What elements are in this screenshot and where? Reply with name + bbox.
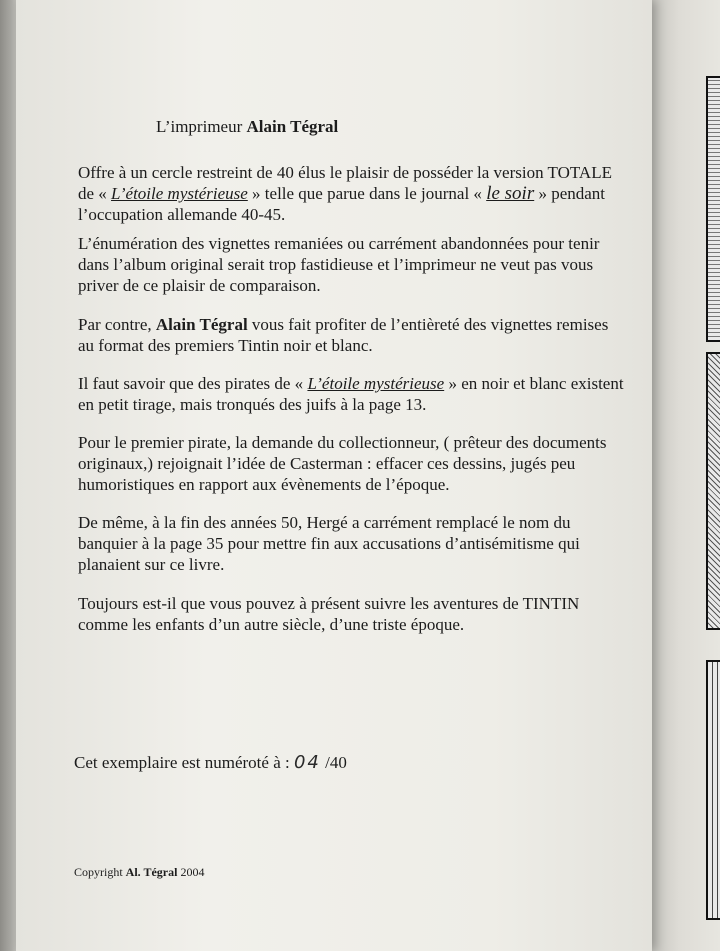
p2-line1: L’énumération des vignettes remaniées ou carrément abandonnées pour tenir: [78, 234, 600, 253]
p5-line1: Pour le premier pirate, la demande du collectionneur, ( prêteur des documents: [78, 433, 607, 452]
p4-line2: en petit tirage, mais tronqués des juifs à la page 13.: [78, 395, 427, 414]
p1-l2-c: » pendant: [534, 184, 606, 203]
printer-name: Alain Tégral: [246, 117, 339, 136]
p3-line1: [78, 315, 608, 335]
copyright-year: 2004: [177, 865, 205, 879]
p7-line2: comme les enfants d’un autre siècle, d’une triste époque.: [78, 615, 465, 634]
copyright-name: Al. Tégral: [125, 865, 178, 879]
copyright-prefix: Copyright: [74, 865, 126, 879]
numbering-label: Cet exemplaire est numéroté à :: [74, 753, 294, 772]
p5-line3: humoristiques en rapport aux évènements de l’époque.: [78, 475, 450, 494]
p7-line1: Toujours est-il que vous pouvez à présent suivre les aventures de TINTIN: [78, 594, 580, 613]
comic-strip-edge-2: [706, 352, 720, 630]
p4-album-title: L’étoile mystérieuse: [307, 374, 445, 393]
journal-name: le soir: [486, 183, 535, 204]
copy-total: /40: [320, 753, 347, 772]
p1-l2-b: » telle que parue dans le journal «: [247, 184, 487, 203]
p6-line3: planaient sur ce livre.: [78, 555, 225, 574]
p6-line1: De même, à la fin des années 50, Hergé a carrément remplacé le nom du: [78, 513, 571, 532]
p1-line1: Offre à un cercle restreint de 40 élus le plaisir de posséder la version TOTALE: [78, 163, 612, 182]
p4-line1: [78, 374, 624, 394]
p3-l1-b: vous fait profiter de l’entièreté des vignettes remises: [247, 315, 609, 334]
p1-l2-a: de «: [78, 184, 112, 203]
p3-line2: au format des premiers Tintin noir et blanc.: [78, 336, 373, 355]
numbering-line: [74, 753, 347, 773]
printer-heading: [156, 117, 338, 137]
p5-line2: originaux,) rejoignait l’idée de Casterman : effacer ces dessins, jugés peu: [78, 454, 576, 473]
p4-l1-b: » en noir et blanc existent: [444, 374, 624, 393]
p3-l1-a: Par contre,: [78, 315, 156, 334]
copyright-line: [74, 865, 204, 879]
comic-strip-edge-3: [706, 660, 720, 920]
p4-l1-a: Il faut savoir que des pirates de «: [78, 374, 308, 393]
comic-strip-edge-1: [706, 76, 720, 342]
p2-line2: dans l’album original serait trop fastidieuse et l’imprimeur ne veut pas vous: [78, 255, 594, 274]
p1-line2: [78, 184, 605, 204]
p3-printer-name: Alain Tégral: [155, 315, 248, 334]
heading-prefix: L’imprimeur: [156, 117, 247, 136]
handwritten-copy-number: 04: [293, 752, 321, 773]
album-title: L’étoile mystérieuse: [111, 184, 248, 203]
p2-line3: priver de ce plaisir de comparaison.: [78, 276, 321, 295]
p6-line2: banquier à la page 35 pour mettre fin aux accusations d’antisémitisme qui: [78, 534, 580, 553]
p1-line3: l’occupation allemande 40-45.: [78, 205, 286, 224]
